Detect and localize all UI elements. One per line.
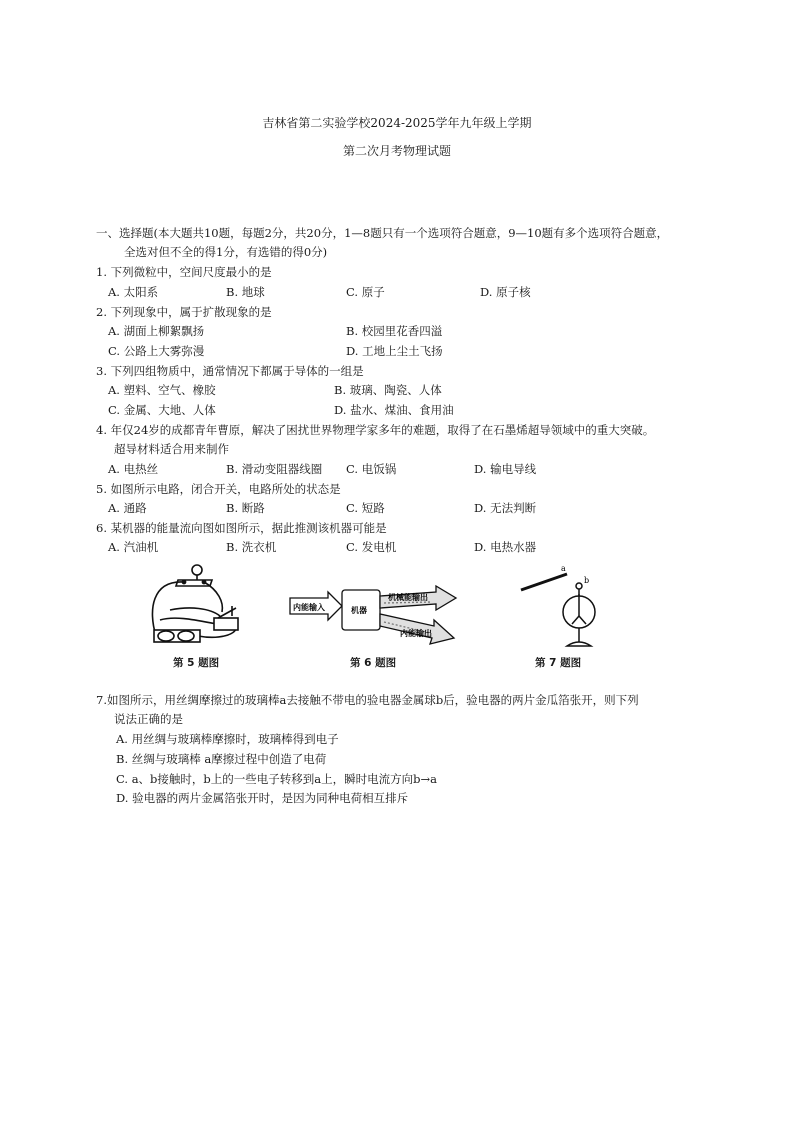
switch-lever	[218, 608, 236, 618]
q5-option-c: C. 短路	[346, 501, 385, 515]
q5-option-a: A. 通路	[108, 501, 147, 515]
q6-option-b: B. 洗衣机	[226, 540, 277, 554]
q6-option-d: D. 电热水器	[474, 540, 537, 554]
question-4-stem-line1: 4. 年仅24岁的成都青年曹原，解决了困扰世界物理学家多年的难题，取得了在石墨烯超导领域中的重大突破。	[96, 423, 655, 437]
metal-ball	[576, 583, 582, 589]
page-subtitle: 第二次月考物理试题	[342, 144, 451, 158]
page-title: 吉林省第二实验学校2024-2025学年九年级上学期	[262, 116, 532, 130]
q6-option-a: A. 汽油机	[108, 540, 159, 554]
bulb-icon	[192, 565, 202, 575]
figure-5-caption: 第 5 题图	[173, 657, 220, 669]
q1-option-d: D. 原子核	[480, 285, 531, 299]
q4-option-b: B. 滑动变阻器线圈	[226, 462, 323, 476]
question-7-stem-line2: 说法正确的是	[114, 712, 183, 726]
label-b: b	[584, 576, 590, 585]
q4-option-d: D. 输电导线	[474, 462, 537, 476]
q1-option-a: A. 太阳系	[108, 285, 159, 299]
q6-option-c: C. 发电机	[346, 540, 397, 554]
q7-option-d: D. 验电器的两片金属箔张开时，是因为同种电荷相互排斥	[116, 791, 409, 805]
q3-option-d: D. 盐水、煤油、食用油	[334, 403, 454, 417]
section-instructions-line1: 一、选择题(本大题共10题，每题2分，共20分，1—8题只有一个选项符合题意，9—10题有多个选项符合题意，	[96, 226, 669, 240]
mechanical-output-label: 机械能输出	[388, 593, 428, 602]
q2-option-c: C. 公路上大雾弥漫	[108, 344, 205, 358]
q4-option-c: C. 电饭锅	[346, 462, 397, 476]
question-6-stem: 6. 某机器的能量流向图如图所示，据此推测该机器可能是	[96, 521, 387, 535]
q4-option-a: A. 电热丝	[108, 462, 159, 476]
machine-label: 机器	[351, 606, 367, 615]
question-3-stem: 3. 下列四组物质中，通常情况下都属于导体的一组是	[96, 364, 364, 378]
question-4-stem-line2: 超导材料适合用来制作	[114, 442, 229, 456]
input-label: 内能输入	[293, 603, 325, 612]
q7-option-a: A. 用丝绸与玻璃棒摩擦时，玻璃棒得到电子	[116, 732, 339, 746]
label-a: a	[561, 564, 566, 573]
section-instructions-line2: 全选对但不全的得1分，有选错的得0分)	[124, 245, 328, 259]
q2-option-a: A. 湖面上柳絮飘扬	[108, 324, 205, 338]
q1-option-b: B. 地球	[226, 285, 265, 299]
glass-rod	[521, 574, 567, 590]
q5-option-b: B. 断路	[226, 501, 265, 515]
heat-output-label: 内能输出	[400, 629, 432, 638]
figure-5-circuit	[140, 560, 250, 655]
figure-6-energy-flow	[288, 580, 458, 660]
figure-7-electroscope	[515, 562, 605, 654]
q7-option-c: C. a、b接触时，b上的一些电子转移到a上，瞬时电流方向b→a	[116, 772, 437, 786]
switch-base	[214, 618, 238, 630]
figure-7-caption: 第 7 题图	[535, 657, 582, 669]
question-1-stem: 1. 下列微粒中，空间尺度最小的是	[96, 265, 272, 279]
question-5-stem: 5. 如图所示电路，闭合开关，电路所处的状态是	[96, 482, 341, 496]
q3-option-c: C. 金属、大地、人体	[108, 403, 216, 417]
q1-option-c: C. 原子	[346, 285, 385, 299]
q7-option-b: B. 丝绸与玻璃棒 a摩擦过程中创造了电荷	[116, 752, 327, 766]
q5-option-d: D. 无法判断	[474, 501, 537, 515]
q2-option-d: D. 工地上尘土飞扬	[346, 344, 443, 358]
q2-option-b: B. 校园里花香四溢	[346, 324, 443, 338]
q3-option-b: B. 玻璃、陶瓷、人体	[334, 383, 442, 397]
question-7-stem-line1: 7.如图所示，用丝绸摩擦过的玻璃棒a去接触不带电的验电器金属球b后，验电器的两片金瓜箔张开，则下列	[96, 693, 639, 707]
question-2-stem: 2. 下列现象中，属于扩散现象的是	[96, 305, 272, 319]
q3-option-a: A. 塑料、空气、橡胶	[108, 383, 216, 397]
figure-6-caption: 第 6 题图	[350, 657, 397, 669]
